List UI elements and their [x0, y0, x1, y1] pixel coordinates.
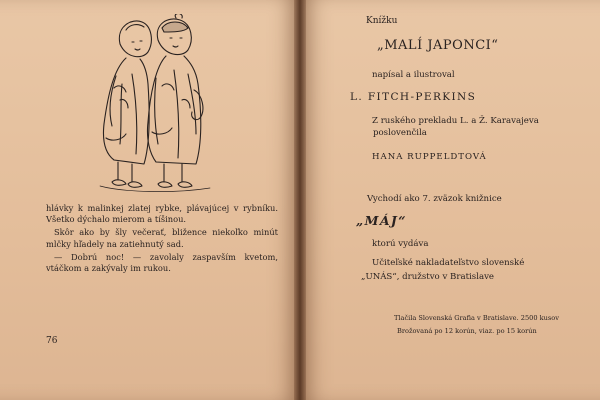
page-number: 76 [46, 336, 58, 346]
publisher-line: Učiteľské nakladateľstvo slovenské [372, 258, 525, 268]
translation-line-2: poslovenčila [373, 128, 427, 138]
print-info-line: Tlačila Slovenská Grafia v Bratislave. 2500 kusov [394, 314, 559, 322]
translation-line: Z ruského prekladu L. a Ž. Karavajeva [372, 116, 539, 126]
publisher-line-2: „UNÁS“, družstvo v Bratislave [361, 272, 495, 282]
story-paragraph: hlávky k malinkej zlatej rybke, plávajúcej v rybníku. Všetko dýchalo mierom a tíšinou. [46, 203, 278, 225]
author-name: L. FITCH-PERKINS [350, 91, 477, 103]
series-line: Vychodí ako 7. zväzok knižnice [367, 194, 502, 204]
price-line: Brožovaná po 12 korún, viaz. po 15 korún [397, 327, 537, 335]
adapter-name: HANA RUPPELDTOVÁ [372, 152, 487, 162]
author-line: napísal a ilustroval [372, 70, 455, 80]
issued-by-line: ktorú vydáva [372, 239, 429, 249]
series-name: „MÁJ“ [356, 213, 407, 228]
story-paragraph: — Dobrú noc! — zavolaly zaspavším kvetom, vtáčkom a zakývaly im rukou. [46, 251, 278, 274]
book-label: Knížku [366, 16, 398, 26]
story-text [46, 203, 278, 276]
twin-children-illustration [92, 14, 222, 199]
book-title: „MALÍ JAPONCI“ [377, 38, 499, 53]
story-paragraph: Skôr ako by šly večerať, bližence niekoľko minút mlčky hľadely na zatiehnutý sad. [46, 227, 278, 249]
book-gutter [294, 0, 306, 400]
